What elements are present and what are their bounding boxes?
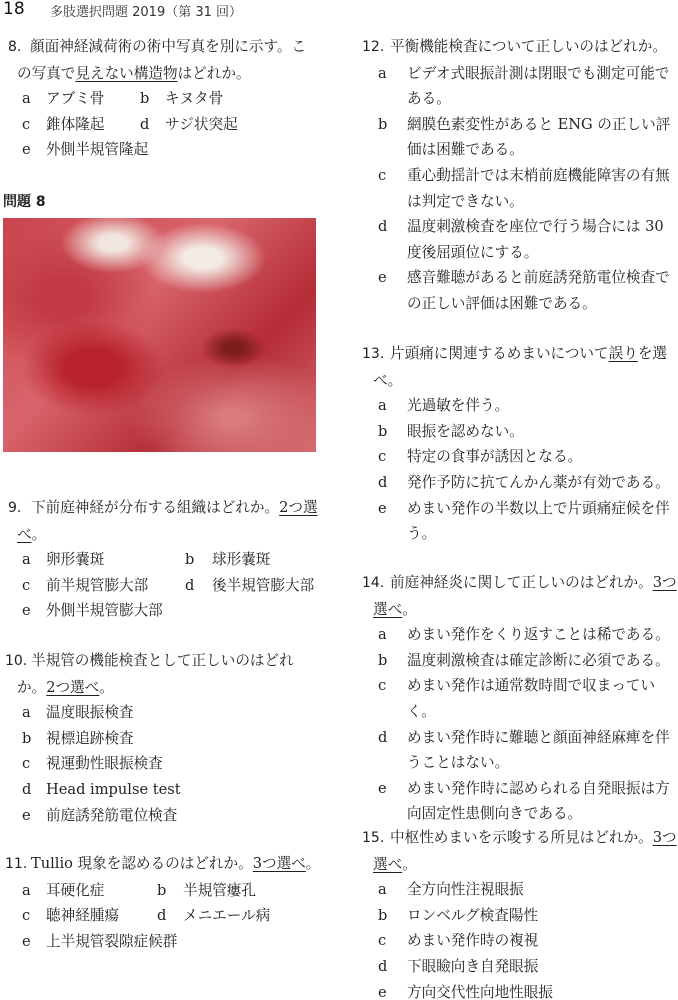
- option-text: サジ状突起: [165, 115, 238, 133]
- surgical-photo: [3, 218, 316, 452]
- question-stem: [360, 34, 678, 61]
- stem-text: Tullio 現象を認めるのはどれか。: [31, 855, 253, 872]
- option-text: 前庭誘発筋電位検査: [46, 806, 178, 824]
- option-letter: c: [378, 448, 387, 466]
- question-number: 15.: [362, 830, 385, 846]
- option-e: [378, 496, 678, 547]
- option-text: 温度眼振検査: [46, 704, 134, 722]
- option-text: 重心動揺計では末梢前庭機能障害の有無は判定できない。: [407, 166, 670, 210]
- option-text: メニエール病: [183, 907, 271, 925]
- stem-text: 下前庭神経が分布する組織はどれか。: [31, 499, 280, 516]
- running-header: 多肢選択問題 2019（第 31 回）: [50, 5, 243, 20]
- option-text: 眼振を認めない。: [407, 422, 524, 440]
- question-12: [360, 34, 678, 317]
- option-b: [378, 903, 678, 929]
- option-text: Head impulse test: [46, 780, 181, 798]
- option-b: [378, 648, 678, 674]
- emphasis-text: 3つ選べ: [373, 574, 677, 618]
- option-d: [378, 214, 678, 265]
- option-letter: b: [378, 115, 388, 133]
- option-text: 球形嚢斑: [212, 551, 271, 569]
- stem-text: 前庭神経炎に関して正しいのはどれか。: [390, 574, 653, 591]
- option-b: [378, 419, 678, 445]
- stem-text: 平衡機能検査について正しいのはどれか。: [390, 38, 667, 55]
- option-letter: c: [22, 907, 31, 925]
- question-number: 9.: [8, 500, 22, 516]
- option-row: [0, 903, 322, 929]
- stem-text: 。: [31, 525, 47, 543]
- option-letter: c: [22, 576, 31, 594]
- option-letter: d: [378, 728, 388, 746]
- emphasis-text: 3つ選べ: [373, 829, 677, 873]
- option-text: 特定の食事が誘因となる。: [407, 448, 583, 466]
- emphasis-text: 2つ選べ: [46, 678, 100, 696]
- option-text: めまい発作時に難聴と顔面神経麻痺を伴うことはない。: [407, 728, 670, 772]
- option-letter: d: [378, 218, 388, 236]
- option-letter: b: [157, 881, 167, 899]
- option-letter: c: [22, 755, 31, 773]
- option-row: [0, 929, 322, 955]
- option-text: めまい発作をくり返すことは稀である。: [407, 626, 670, 644]
- option-letter: c: [378, 677, 387, 695]
- option-letter: a: [378, 397, 387, 415]
- option-d: [378, 954, 678, 980]
- question-number: 12.: [362, 39, 385, 55]
- option-c: [378, 928, 678, 954]
- option-text: 外側半規管隆起: [46, 141, 149, 159]
- option-letter: a: [378, 64, 387, 82]
- option-d: [378, 470, 678, 496]
- option-text: 視標追跡検査: [46, 729, 134, 747]
- stem-text: 中枢性めまいを示唆する所見はどれか。: [390, 829, 653, 846]
- option-b: [378, 112, 678, 163]
- option-letter: b: [378, 651, 388, 669]
- option-text: ロンベルグ検査陽性: [407, 906, 539, 924]
- option-a: [22, 700, 322, 726]
- option-text: 錐体隆起: [46, 115, 105, 133]
- option-text: 全方向性注視眼振: [407, 881, 524, 899]
- option-letter: b: [378, 906, 388, 924]
- option-text: 光過敏を伴う。: [407, 397, 510, 415]
- option-text: 温度刺激検査は確定診断に必須である。: [407, 651, 670, 669]
- option-text: めまい発作は通常数時間で収まっていく。: [407, 677, 656, 720]
- stem-text: 。: [99, 678, 114, 696]
- question-number: 11.: [5, 856, 28, 872]
- option-letter: a: [22, 881, 31, 899]
- stem-text: を選べ。: [373, 345, 668, 389]
- option-text: 上半規管裂隙症候群: [46, 932, 178, 950]
- option-text: 前半規管膨大部: [46, 576, 149, 594]
- stem-text: 。: [402, 855, 417, 873]
- question-number: 8.: [8, 39, 22, 55]
- option-letter: d: [378, 473, 388, 491]
- option-letter: a: [22, 551, 31, 569]
- emphasis-text: 2つ選べ: [17, 499, 318, 543]
- option-text: 下眼瞼向き自発眼振: [407, 957, 539, 975]
- stem-text: 顔面神経減荷術の術中写真を別に示す。この写真で: [17, 38, 307, 82]
- option-letter: c: [378, 166, 387, 184]
- option-text: キヌタ骨: [165, 90, 224, 108]
- figure-caption: 問題 8: [3, 194, 46, 210]
- option-letter: b: [185, 551, 195, 569]
- question-stem: [360, 825, 678, 877]
- option-letter: e: [378, 269, 387, 287]
- option-letter: c: [22, 115, 31, 133]
- question-stem: [0, 851, 322, 878]
- option-letter: e: [22, 806, 31, 824]
- option-letter: d: [140, 115, 150, 133]
- option-row: [0, 598, 322, 624]
- option-text: 発作予防に抗てんかん薬が有効である。: [407, 473, 670, 491]
- option-row: [0, 137, 320, 163]
- option-text: 卵形嚢斑: [46, 551, 105, 569]
- option-text: 後半規管膨大部: [212, 576, 315, 594]
- option-e: [378, 980, 678, 1000]
- option-letter: e: [378, 983, 387, 1000]
- option-letter: e: [22, 602, 31, 620]
- question-10: [0, 648, 322, 828]
- option-text: 方向交代性向地性眼振: [407, 983, 553, 1000]
- option-row: [0, 573, 322, 599]
- option-letter: a: [22, 704, 31, 722]
- option-d: [378, 725, 678, 776]
- question-stem: [0, 495, 322, 547]
- option-letter: e: [378, 499, 387, 517]
- option-a: [378, 877, 678, 903]
- option-letter: e: [22, 141, 31, 159]
- option-text: 半規管瘻孔: [183, 881, 256, 899]
- question-11: [0, 851, 322, 954]
- question-15: [360, 825, 678, 1000]
- option-text: ビデオ式眼振計測は閉眼でも測定可能である。: [407, 64, 670, 108]
- stem-text: はどれか。: [177, 64, 251, 82]
- option-d: [22, 777, 322, 803]
- question-stem: [0, 648, 322, 700]
- option-b: [22, 726, 322, 752]
- stem-text: 片頭痛に関連するめまいについて: [390, 345, 609, 362]
- option-letter: c: [378, 932, 387, 950]
- option-letter: d: [22, 780, 32, 798]
- emphasis-text: 誤り: [608, 345, 638, 362]
- question-number: 13.: [362, 346, 385, 362]
- option-c: [378, 673, 678, 724]
- option-text: アブミ骨: [46, 90, 105, 108]
- option-c: [378, 444, 678, 470]
- option-text: 耳硬化症: [46, 881, 105, 899]
- option-letter: d: [157, 907, 167, 925]
- option-row: [0, 112, 320, 138]
- stem-text: 。: [402, 600, 417, 618]
- emphasis-text: 見えない構造物: [75, 64, 178, 82]
- option-e: [22, 803, 322, 829]
- option-letter: b: [140, 90, 150, 108]
- question-stem: [360, 570, 678, 622]
- option-letter: e: [378, 779, 387, 797]
- question-stem: [0, 34, 320, 86]
- option-text: めまい発作の半数以上で片頭痛症候を伴う。: [407, 499, 670, 543]
- option-text: 感音難聴があると前庭誘発筋電位検査での正しい評価は困難である。: [407, 269, 670, 312]
- option-c: [22, 751, 322, 777]
- option-c: [378, 163, 678, 214]
- option-text: 視運動性眼振検査: [46, 755, 163, 773]
- stem-text: 半規管の機能検査として正しいのはどれか。: [17, 652, 294, 696]
- option-letter: a: [378, 881, 387, 899]
- option-letter: a: [22, 90, 31, 108]
- option-a: [378, 61, 678, 112]
- option-row: [0, 86, 320, 112]
- option-a: [378, 622, 678, 648]
- question-8: [0, 34, 320, 163]
- page-number: 18: [3, 0, 25, 19]
- stem-text: 。: [305, 855, 321, 872]
- option-e: [378, 776, 678, 827]
- option-text: 温度刺激検査を座位で行う場合には 30 度後屈頭位にする。: [407, 218, 664, 261]
- question-14: [360, 570, 678, 827]
- option-row: [0, 878, 322, 904]
- question-number: 10.: [5, 653, 28, 669]
- option-text: 聴神経腫瘍: [46, 907, 119, 925]
- emphasis-text: 3つ選べ: [252, 855, 306, 872]
- option-text: めまい発作時に認められる自発眼振は方向固定性患側向きである。: [407, 779, 670, 823]
- option-letter: b: [22, 729, 32, 747]
- option-letter: d: [378, 957, 388, 975]
- option-letter: e: [22, 932, 31, 950]
- question-9: [0, 495, 322, 624]
- option-a: [378, 393, 678, 419]
- option-letter: b: [378, 422, 388, 440]
- option-letter: d: [185, 576, 195, 594]
- question-number: 14.: [362, 575, 385, 591]
- question-13: [360, 341, 678, 547]
- option-letter: a: [378, 626, 387, 644]
- question-stem: [360, 341, 678, 393]
- option-text: めまい発作時の複視: [407, 932, 539, 950]
- option-text: 網膜色素変性があると ENG の正しい評価は困難である。: [407, 115, 671, 159]
- option-e: [378, 265, 678, 316]
- option-row: [0, 547, 322, 573]
- option-text: 外側半規管膨大部: [46, 602, 163, 620]
